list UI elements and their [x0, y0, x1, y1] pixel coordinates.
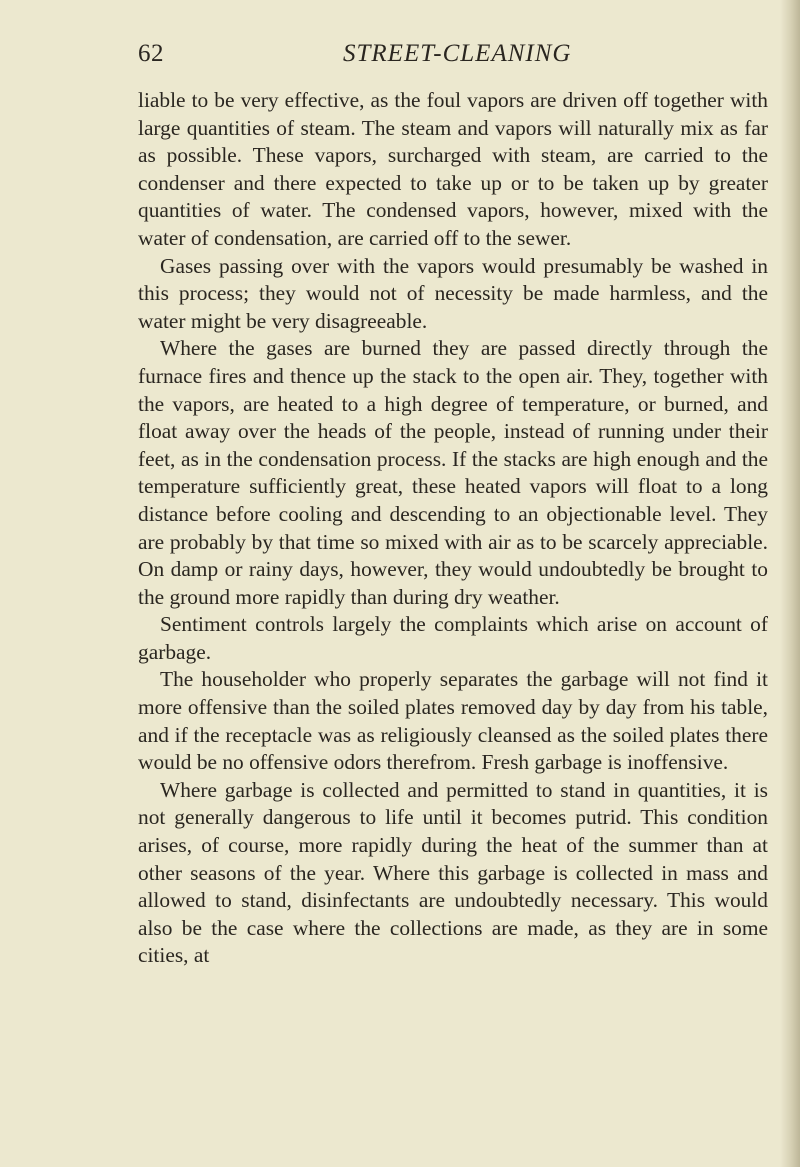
paragraph-3: Where the gases are burned they are passed directly through the furnace fires and thence up the stack to the open air. They, together with the vapors, are heated to a high degree of temperature, or burned, and float away over the heads of the people, instead of running under their feet, as in the condensation process. If the stacks are high enough and the temperature sufficiently great, these heated vapors will float to a long distance before cooling and descending to an objectionable level. They are probably by that time so mixed with air as to be scarcely appreciable. On damp or rainy days, however, they would undoubtedly be brought to the ground more rapidly than during dry weather.	[138, 336, 768, 609]
paragraph-6: Where garbage is collected and permitted to stand in quantities, it is not generally dangerous to life until it becomes putrid. This condition arises, of course, more rapidly during the heat of the summer than at other seasons of the year. Where this garbage is collected in mass and allowed to stand, disinfectants are undoubtedly necessary. This would also be the case where the collections are made, as they are in some cities, at	[138, 777, 768, 968]
paragraph-1: liable to be very effective, as the foul vapors are driven off together with large quantities of steam. The steam and vapors will naturally mix as far as possible. These vapors, surcharged with steam, are carried to the condenser and there expected to take up or to be taken up by greater quantities of water. The condensed vapors, however, mixed with the water of condensation, are carried off to the sewer.	[138, 88, 768, 250]
body-text	[138, 87, 768, 970]
page-number: 62	[138, 40, 164, 67]
paragraph-4: Sentiment controls largely the complaints which arise on account of garbage.	[138, 612, 768, 664]
page-edge-shadow	[780, 0, 800, 1167]
paragraph-2: Gases passing over with the vapors would presumably be washed in this process; they would not of necessity be made harmless, and the water might be very disagreeable.	[138, 253, 768, 333]
running-title: STREET-CLEANING	[343, 40, 572, 67]
running-head	[138, 40, 768, 80]
paragraph-5: The householder who properly separates the garbage will not find it more offensive than the soiled plates removed day by day from his table, and if the receptacle was as religiously cleansed as the soiled plates there would be no offensive odors therefrom. Fresh garbage is inoffensive.	[138, 667, 768, 775]
